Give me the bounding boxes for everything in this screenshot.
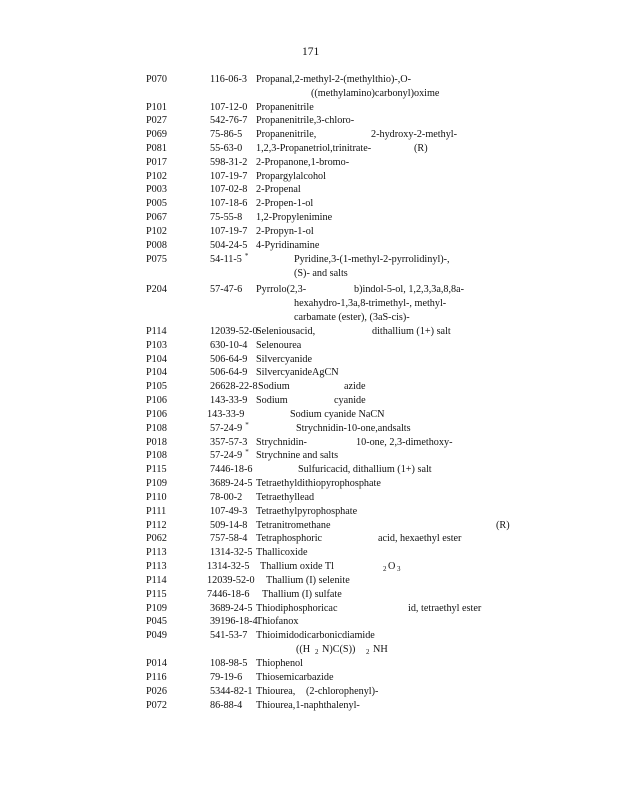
waste-code: P113 bbox=[146, 547, 167, 558]
waste-code: P109 bbox=[146, 603, 167, 614]
subscript: 2 bbox=[366, 648, 370, 656]
waste-code: P017 bbox=[146, 157, 167, 168]
substance-name: Sulfuricacid, dithallium (1+) salt bbox=[298, 464, 432, 475]
substance-name: Thiourea,1-naphthalenyl- bbox=[256, 700, 360, 711]
cas-number: 107-18-6 bbox=[210, 198, 248, 209]
substance-name: 4-Pyridinamine bbox=[256, 240, 320, 251]
waste-code: P114 bbox=[146, 326, 167, 337]
subscript: 3 bbox=[397, 565, 401, 573]
cas-number: 506-64-9 bbox=[210, 367, 248, 378]
waste-code: P045 bbox=[146, 616, 167, 627]
waste-code: P104 bbox=[146, 367, 167, 378]
substance-name: Silvercyanide bbox=[256, 354, 313, 365]
waste-code: P018 bbox=[146, 437, 167, 448]
waste-code: P069 bbox=[146, 129, 167, 140]
cas-number: 3689-24-5 bbox=[210, 603, 253, 614]
cas-number bbox=[210, 422, 249, 436]
cas-number: 107-02-8 bbox=[210, 184, 248, 195]
reactivity-flag: (R) bbox=[414, 143, 428, 154]
substance-name: Tetranitromethane bbox=[256, 520, 331, 531]
waste-code: P115 bbox=[146, 464, 167, 475]
waste-code: P070 bbox=[146, 74, 167, 85]
cas-number: 39196-18-4 bbox=[210, 616, 258, 627]
cas-number: 509-14-8 bbox=[210, 520, 248, 531]
substance-name-part: 2-hydroxy-2-methyl- bbox=[371, 129, 458, 140]
substance-name-part: azide bbox=[344, 381, 366, 392]
cas-number: 506-64-9 bbox=[210, 354, 248, 365]
substance-name: Thiosemicarbazide bbox=[256, 672, 334, 683]
substance-name: Strychnine and salts bbox=[256, 450, 339, 461]
cas-number: 598-31-2 bbox=[210, 157, 248, 168]
substance-name: Thallium (I) selenite bbox=[266, 575, 350, 586]
subscript: 2 bbox=[315, 648, 319, 656]
substance-name: 2-Propanone,1-bromo- bbox=[256, 157, 350, 168]
substance-name: Propanenitrile bbox=[256, 102, 314, 113]
substance-name-continued: hexahydro-1,3a,8-trimethyl-, methyl- bbox=[294, 298, 447, 309]
cas-value: 57-24-9 bbox=[210, 423, 243, 434]
waste-code: P108 bbox=[146, 423, 167, 434]
cas-number: 504-24-5 bbox=[210, 240, 248, 251]
waste-code: P108 bbox=[146, 450, 167, 461]
cas-number: 57-47-6 bbox=[210, 284, 243, 295]
cas-number: 86-88-4 bbox=[210, 700, 243, 711]
asterisk-mark: * bbox=[245, 421, 249, 429]
substance-name-part: b)indol-5-ol, 1,2,3,3a,8,8a- bbox=[354, 284, 465, 295]
waste-code: P109 bbox=[146, 478, 167, 489]
substance-name-continued: (S)- and salts bbox=[294, 268, 348, 279]
cas-number: 542-76-7 bbox=[210, 115, 248, 126]
waste-code: P115 bbox=[146, 589, 167, 600]
subscript: 2 bbox=[383, 565, 387, 573]
substance-name: 1,2-Propylenimine bbox=[256, 212, 333, 223]
waste-code: P101 bbox=[146, 102, 167, 113]
substance-name: Pyridine,3-(1-methyl-2-pyrrolidinyl)-, bbox=[294, 254, 450, 265]
substance-name-part: (2-chlorophenyl)- bbox=[306, 686, 379, 697]
cas-number: 75-86-5 bbox=[210, 129, 243, 140]
cas-number bbox=[210, 253, 248, 267]
formula-part: N)C(S)) bbox=[322, 644, 356, 655]
waste-code: P049 bbox=[146, 630, 167, 641]
cas-number: 75-55-8 bbox=[210, 212, 243, 223]
cas-number: 12039-52-0 bbox=[207, 575, 255, 586]
substance-name: Thallium oxide Tl bbox=[260, 561, 334, 572]
cas-number: 1314-32-5 bbox=[207, 561, 250, 572]
waste-code: P116 bbox=[146, 672, 167, 683]
substance-name: Seleniousacid, bbox=[256, 326, 316, 337]
cas-number: 107-19-7 bbox=[210, 226, 248, 237]
cas-number: 79-19-6 bbox=[210, 672, 243, 683]
substance-name: Thiophenol bbox=[256, 658, 303, 669]
substance-name: 2-Propenal bbox=[256, 184, 301, 195]
substance-name-continued: ((methylamino)carbonyl)oxime bbox=[311, 88, 440, 99]
waste-code: P075 bbox=[146, 254, 167, 265]
cas-number: 143-33-9 bbox=[210, 395, 248, 406]
waste-code: P113 bbox=[146, 561, 167, 572]
substance-name-continued: carbamate (ester), (3aS-cis)- bbox=[294, 312, 410, 323]
formula-part: NH bbox=[373, 644, 388, 655]
substance-name: Thiofanox bbox=[256, 616, 299, 627]
substance-name: Thioimidodicarbonicdiamide bbox=[256, 630, 375, 641]
substance-name: Strychnidin- bbox=[256, 437, 307, 448]
substance-name: Tetraphosphoric bbox=[256, 533, 323, 544]
substance-name: SilvercyanideAgCN bbox=[256, 367, 339, 378]
substance-name-part: dithallium (1+) salt bbox=[372, 326, 451, 337]
waste-code: P072 bbox=[146, 700, 167, 711]
substance-name: Tetraethyllead bbox=[256, 492, 315, 503]
cas-number: 5344-82-1 bbox=[210, 686, 253, 697]
substance-name: Sodium bbox=[258, 381, 290, 392]
substance-name: Sodium cyanide NaCN bbox=[290, 409, 385, 420]
substance-name: Propanal,2-methyl-2-(methylthio)-,O- bbox=[256, 74, 412, 85]
waste-code: P204 bbox=[146, 284, 167, 295]
waste-code: P062 bbox=[146, 533, 167, 544]
substance-name: Tetraethyldithiopyrophosphate bbox=[256, 478, 381, 489]
formula-part: ((H bbox=[296, 644, 311, 655]
cas-value: 57-24-9 bbox=[210, 450, 243, 461]
cas-number: 107-12-0 bbox=[210, 102, 248, 113]
substance-name: 1,2,3-Propanetriol,trinitrate- bbox=[256, 143, 372, 154]
substance-name: Thallicoxide bbox=[256, 547, 308, 558]
substance-name: Sodium bbox=[256, 395, 288, 406]
substance-name: Thiourea, bbox=[256, 686, 296, 697]
waste-code: P003 bbox=[146, 184, 167, 195]
waste-code: P103 bbox=[146, 340, 167, 351]
waste-code: P106 bbox=[146, 395, 167, 406]
asterisk-mark: * bbox=[244, 252, 249, 260]
substance-name: 2-Propyn-1-ol bbox=[256, 226, 314, 237]
substance-name-part: cyanide bbox=[334, 395, 366, 406]
substance-name: Tetraethylpyrophosphate bbox=[256, 506, 358, 517]
cas-number: 78-00-2 bbox=[210, 492, 243, 503]
asterisk-mark: * bbox=[245, 448, 249, 456]
waste-code: P105 bbox=[146, 381, 167, 392]
cas-number: 143-33-9 bbox=[207, 409, 245, 420]
waste-code: P027 bbox=[146, 115, 167, 126]
cas-number: 7446-18-6 bbox=[207, 589, 250, 600]
substance-name: Selenourea bbox=[256, 340, 302, 351]
waste-code: P005 bbox=[146, 198, 167, 209]
waste-code: P067 bbox=[146, 212, 167, 223]
substance-name: Propargylalcohol bbox=[256, 171, 326, 182]
waste-code: P102 bbox=[146, 226, 167, 237]
cas-number: 107-19-7 bbox=[210, 171, 248, 182]
waste-code: P081 bbox=[146, 143, 167, 154]
cas-value: 54-11-5 bbox=[210, 254, 242, 265]
cas-number bbox=[210, 449, 249, 463]
waste-code: P014 bbox=[146, 658, 167, 669]
reactivity-flag: (R) bbox=[496, 520, 510, 531]
cas-number: 357-57-3 bbox=[210, 437, 248, 448]
substance-name: Propanenitrile,3-chloro- bbox=[256, 115, 355, 126]
cas-number: 116-06-3 bbox=[210, 74, 247, 85]
cas-number: 7446-18-6 bbox=[210, 464, 253, 475]
waste-code: P106 bbox=[146, 409, 167, 420]
cas-number: 107-49-3 bbox=[210, 506, 248, 517]
substance-name: Pyrrolo(2,3- bbox=[256, 284, 307, 295]
waste-code: P008 bbox=[146, 240, 167, 251]
cas-number: 630-10-4 bbox=[210, 340, 248, 351]
waste-code: P026 bbox=[146, 686, 167, 697]
waste-code: P112 bbox=[146, 520, 167, 531]
cas-number: 55-63-0 bbox=[210, 143, 243, 154]
cas-number: 757-58-4 bbox=[210, 533, 248, 544]
substance-name: Propanenitrile, bbox=[256, 129, 317, 140]
cas-number: 1314-32-5 bbox=[210, 547, 253, 558]
substance-name-part: O bbox=[388, 561, 396, 572]
waste-code: P102 bbox=[146, 171, 167, 182]
substance-name-part: 10-one, 2,3-dimethoxy- bbox=[356, 437, 453, 448]
cas-number: 3689-24-5 bbox=[210, 478, 253, 489]
substance-name: Thallium (I) sulfate bbox=[262, 589, 342, 600]
substance-name: Strychnidin-10-one,andsalts bbox=[296, 423, 411, 434]
waste-code: P110 bbox=[146, 492, 167, 503]
cas-number: 541-53-7 bbox=[210, 630, 248, 641]
waste-code: P111 bbox=[146, 506, 167, 517]
substance-name: Thiodiphosphoricac bbox=[256, 603, 338, 614]
waste-code: P114 bbox=[146, 575, 167, 586]
cas-number: 26628-22-8 bbox=[210, 381, 258, 392]
substance-name-part: id, tetraethyl ester bbox=[408, 603, 482, 614]
substance-name-part: acid, hexaethyl ester bbox=[378, 533, 462, 544]
cas-number: 108-98-5 bbox=[210, 658, 248, 669]
substance-name: 2-Propen-1-ol bbox=[256, 198, 314, 209]
cas-number: 12039-52-0 bbox=[210, 326, 258, 337]
waste-code: P104 bbox=[146, 354, 167, 365]
page-number: 171 bbox=[302, 46, 320, 58]
